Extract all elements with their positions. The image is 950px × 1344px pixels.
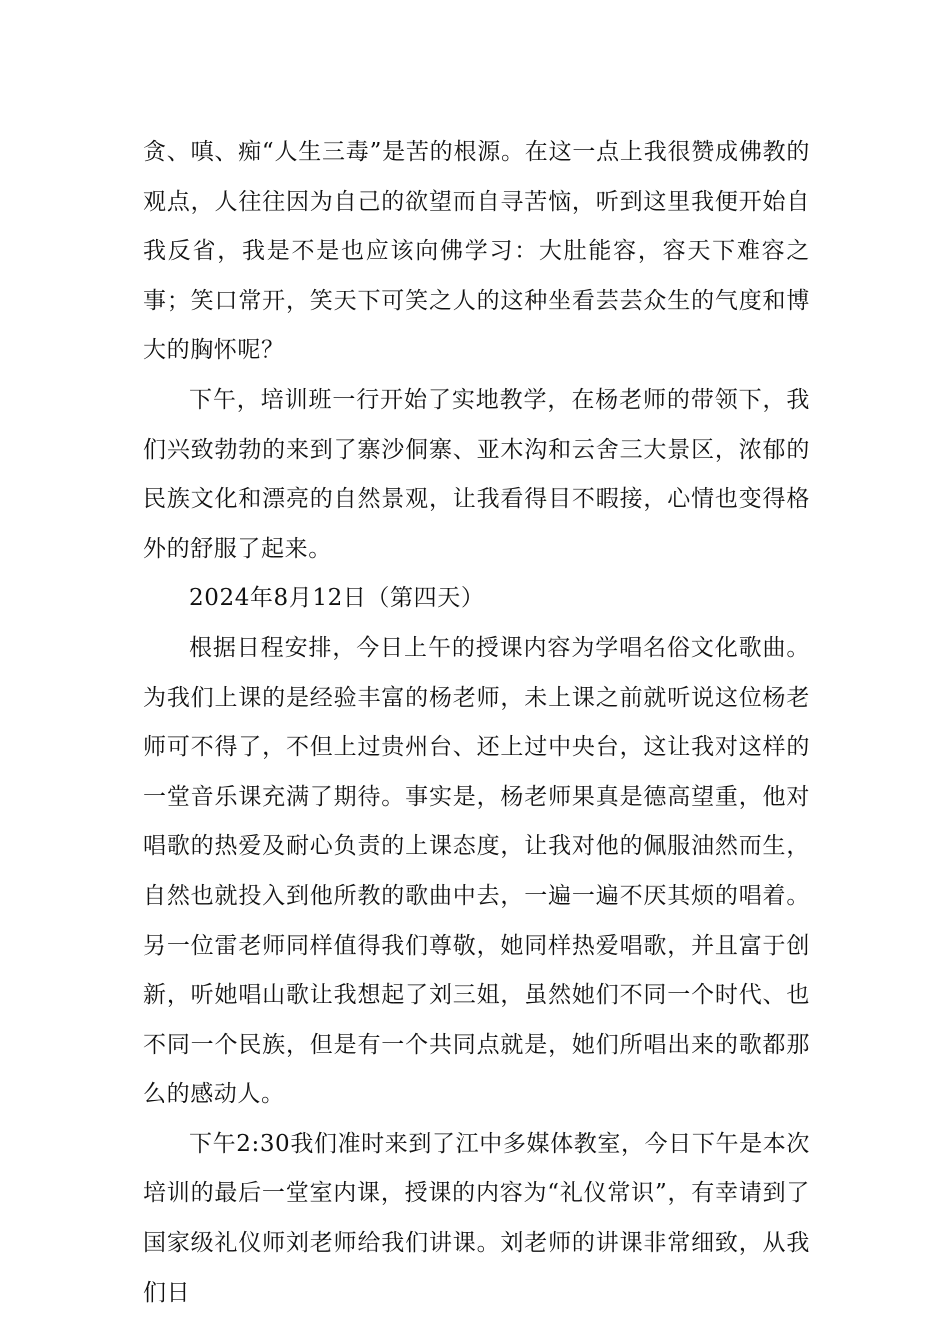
paragraph-2: 下午，培训班一行开始了实地教学，在杨老师的带领下，我们兴致勃勃的来到了寨沙侗寨、亚木沟和云舍三大景区，浓郁的民族文化和漂亮的自然景观，让我看得目不暇接，心情也变得格外的舒服了起来。 [143,386,810,562]
paragraph-1: 贪、嗔、痴“人生三毒”是苦的根源。在这一点上我很赞成佛教的观点，人往往因为自己的欲望而自寻苦恼，听到这里我便开始自我反省，我是不是也应该向佛学习：大肚能容，容天下难容之事；笑口常开，笑天下可笑之人的这种坐看芸芸众生的气度和博大的胸怀呢？ [143,139,810,364]
date-heading: 2024年8月12日（第四天） [189,585,485,612]
paragraph-4: 下午2:30我们准时来到了江中多媒体教室，今日下午是本次培训的最后一堂室内课，授课的内容为“礼仪常识”，有幸请到了国家级礼仪师刘老师给我们讲课。刘老师的讲课非常细致，从我们日 [143,1130,810,1306]
document-body [143,128,810,1318]
paragraph-3: 根据日程安排，今日上午的授课内容为学唱名俗文化歌曲。为我们上课的是经验丰富的杨老师，未上课之前就听说这位杨老师可不得了，不但上过贵州台、还上过中央台，这让我对这样的一堂音乐课充满了期待。事实是，杨老师果真是德高望重，他对唱歌的热爱及耐心负责的上课态度，让我对他的佩服油然而生，自然也就投入到他所教的歌曲中去，一遍一遍不厌其烦的唱着。另一位雷老师同样值得我们尊敬，她同样热爱唱歌，并且富于创新，听她唱山歌让我想起了刘三姐，虽然她们不同一个时代、也不同一个民族，但是有一个共同点就是，她们所唱出来的歌都那么的感动人。 [143,634,810,1108]
